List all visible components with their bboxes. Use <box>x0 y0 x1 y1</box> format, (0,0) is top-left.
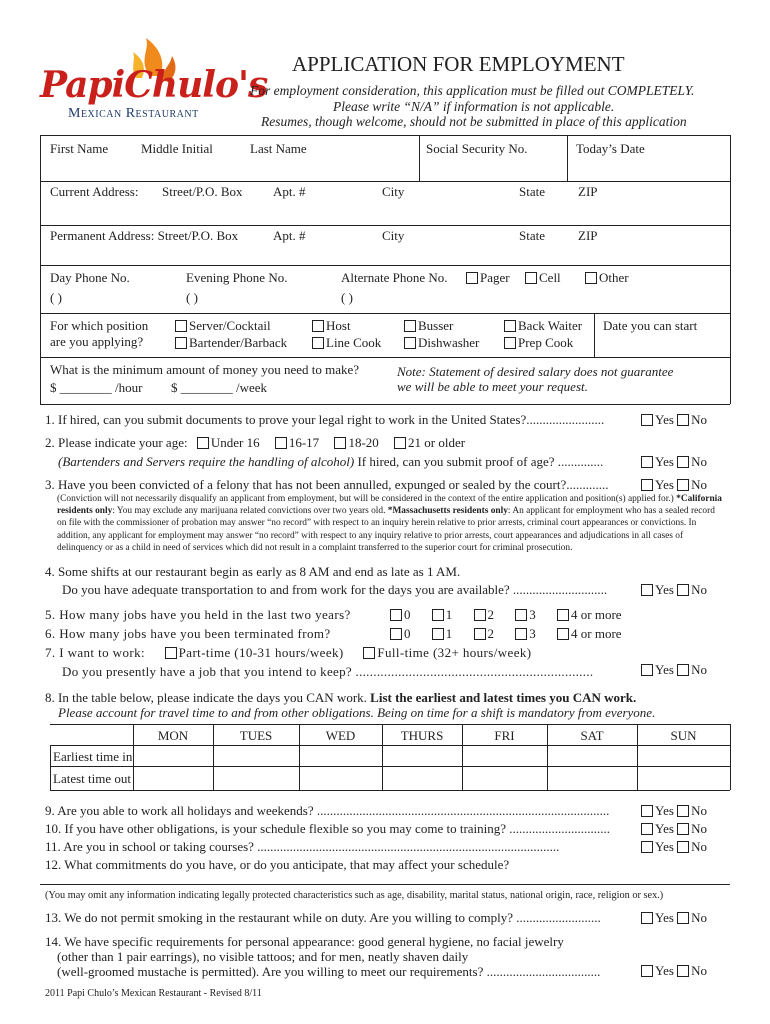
yes-label: Yes <box>655 963 674 978</box>
yes-no-q2[interactable] <box>641 454 707 470</box>
checkbox[interactable] <box>432 628 444 640</box>
row-latest-label: Latest time out <box>53 771 131 786</box>
footer: 2011 Papi Chulo’s Mexican Restaurant - Revised 8/11 <box>45 988 262 999</box>
question-13: 13. We do not permit smoking in the restaurant while on duty. Are you willing to comply? .......................... <box>45 910 601 925</box>
day-header-wed: WED <box>325 728 356 743</box>
table-rule <box>50 745 730 746</box>
question-1: 1. If hired, can you submit documents to prove your legal right to work in the United States?........................ <box>45 412 605 427</box>
current-address-label: Current Address: <box>50 184 139 199</box>
checkbox[interactable] <box>474 628 486 640</box>
day-header-tues: TUES <box>239 728 273 743</box>
permanent-address-field[interactable]: Permanent Address: Street/P.O. Box <box>50 228 239 243</box>
pager-option[interactable] <box>466 270 510 286</box>
cell-label: Cell <box>539 270 561 285</box>
checkbox[interactable] <box>390 628 402 640</box>
no-label: No <box>691 662 708 677</box>
linecook-option[interactable] <box>312 335 381 351</box>
salary-hour-field[interactable]: $ ________ /hour <box>50 380 143 395</box>
question-6: 6. How many jobs have you been terminated from? <box>45 626 331 641</box>
checkbox[interactable] <box>312 320 324 332</box>
proof-of-age: If hired, can you submit proof of age? .............. <box>354 454 604 469</box>
divider <box>40 135 41 404</box>
divider <box>419 135 420 181</box>
checkbox[interactable] <box>641 965 653 977</box>
fine-print-b: : You may exclude any marijuana related convictions over two years old. <box>112 506 388 517</box>
logo <box>38 36 268 128</box>
busser-label: Busser <box>418 318 454 333</box>
rule <box>40 265 730 266</box>
instruction-3: Resumes, though welcome, should not be submitted in place of this application <box>261 114 687 129</box>
question-14-line3: (well-groomed mustache is permitted). Are you willing to meet our requirements? ................................... <box>57 964 601 979</box>
checkbox[interactable] <box>677 479 689 491</box>
checkbox[interactable] <box>394 437 406 449</box>
server-label: Server/Cocktail <box>189 318 271 333</box>
yes-no-q10[interactable] <box>641 821 707 837</box>
ssn-field[interactable]: Social Security No. <box>426 141 528 156</box>
checkbox[interactable] <box>585 272 597 284</box>
alternate-phone-label: Alternate Phone No. <box>341 270 448 285</box>
permanent-apt-field[interactable]: Apt. # <box>273 228 306 243</box>
question-2-prefix: 2. Please indicate your age: <box>45 435 188 450</box>
yes-no-q14[interactable] <box>641 963 707 979</box>
other-option[interactable] <box>585 270 629 286</box>
checkbox[interactable] <box>641 456 653 468</box>
pager-label: Pager <box>480 270 510 285</box>
count-option: 0 <box>404 607 411 622</box>
current-city-field[interactable]: City <box>382 184 405 199</box>
day-header-mon: MON <box>157 728 189 743</box>
checkbox[interactable] <box>641 584 653 596</box>
yes-no-q1[interactable] <box>641 412 707 428</box>
count-option: 1 <box>445 607 453 622</box>
checkbox[interactable] <box>466 272 478 284</box>
rule <box>40 357 730 358</box>
question-14-line2: (other than 1 pair earrings), no visible tattoos; and for men, neatly shaven daily <box>57 949 469 964</box>
question-2 <box>45 435 465 451</box>
other-label: Other <box>599 270 629 285</box>
yes-no-q7[interactable] <box>641 662 707 678</box>
checkbox[interactable] <box>677 823 689 835</box>
rule <box>40 884 730 885</box>
question-4-line1: 4. Some shifts at our restaurant begin as early as 8 AM and end as late as 1 AM. <box>45 564 461 579</box>
divider <box>594 313 595 357</box>
checkbox[interactable] <box>334 437 346 449</box>
checkbox[interactable] <box>363 647 375 659</box>
table-rule <box>50 766 730 767</box>
day-header-sat: SAT <box>580 728 604 743</box>
yes-no-q4[interactable] <box>641 582 707 598</box>
current-zip-field[interactable]: ZIP <box>578 184 598 199</box>
count-option: 2 <box>487 626 494 641</box>
no-label: No <box>691 803 708 818</box>
checkbox[interactable] <box>525 272 537 284</box>
day-header-thurs: THURS <box>400 728 444 743</box>
salary-note-1: Note: Statement of desired salary does not guarantee <box>397 364 674 379</box>
count-option: 3 <box>529 626 536 641</box>
no-label: No <box>691 821 708 836</box>
question-8-line2: Please account for travel time to and from other obligations. Being on time for a shift is mandatory from everyone. <box>58 705 656 720</box>
yes-label: Yes <box>655 662 674 677</box>
server-option[interactable] <box>175 318 271 334</box>
yes-no-q9[interactable] <box>641 803 707 819</box>
checkbox[interactable] <box>641 414 653 426</box>
rule <box>40 135 730 136</box>
checkbox[interactable] <box>197 437 209 449</box>
checkbox[interactable] <box>641 479 653 491</box>
question-14-line1: 14. We have specific requirements for personal appearance: good general hygiene, no facial jewelry <box>45 934 564 949</box>
checkbox[interactable] <box>677 965 689 977</box>
table-rule <box>50 724 730 725</box>
question-3: 3. Have you been convicted of a felony that has not been annulled, expunged or sealed by the court?............. <box>45 477 609 492</box>
yes-label: Yes <box>655 454 674 469</box>
checkbox[interactable] <box>175 337 187 349</box>
checkbox[interactable] <box>515 628 527 640</box>
yes-label: Yes <box>655 910 674 925</box>
current-street-field[interactable]: Street/P.O. Box <box>162 184 243 199</box>
divider <box>567 135 568 181</box>
table-col <box>50 745 51 790</box>
host-option[interactable] <box>312 318 351 334</box>
salary-week-field[interactable]: $ ________ /week <box>171 380 268 395</box>
question-11: 11. Are you in school or taking courses? ............................................................................................. <box>45 839 560 854</box>
current-apt-field[interactable]: Apt. # <box>273 184 306 199</box>
permanent-zip-field[interactable]: ZIP <box>578 228 598 243</box>
question-2-sub <box>58 454 603 470</box>
fine-print-a: (Conviction will not necessarily disqualify an applicant from employment, but will be considered in the context of the entire application and position(s) applied for.) <box>57 494 674 504</box>
rule <box>40 404 730 405</box>
checkbox[interactable] <box>390 609 402 621</box>
question-7-current: Do you presently have a job that you intend to keep? ................................................................... <box>62 664 594 679</box>
checkbox[interactable] <box>557 628 569 640</box>
question-9: 9. Are you able to work all holidays and weekends? .......................................................................................... <box>45 803 610 818</box>
full-time-label: Full-time (32+ hours/week) <box>377 645 532 660</box>
jobs-held-options[interactable] <box>390 607 622 623</box>
count-option: 2 <box>487 607 494 622</box>
rule <box>40 181 730 182</box>
instruction-1: For employment consideration, this application must be filled out COMPLETELY. <box>250 83 695 98</box>
day-header-fri: FRI <box>494 728 515 743</box>
instruction-2: Please write “N/A” if information is not applicable. <box>333 99 615 114</box>
checkbox[interactable] <box>641 841 653 853</box>
salary-question: What is the minimum amount of money you need to make? <box>50 362 360 377</box>
yes-label: Yes <box>655 821 674 836</box>
checkbox[interactable] <box>641 805 653 817</box>
bartender-option[interactable] <box>175 335 287 351</box>
day-phone-label: Day Phone No. <box>50 270 130 285</box>
question-7 <box>45 645 532 661</box>
checkbox[interactable] <box>504 337 516 349</box>
question-7-label: 7. I want to work: <box>45 645 145 660</box>
age-option: 21 or older <box>408 435 466 450</box>
current-state-field[interactable]: State <box>519 184 545 199</box>
question-12: 12. What commitments do you have, or do you anticipate, that may affect your schedule? <box>45 857 510 872</box>
page-title: APPLICATION FOR EMPLOYMENT <box>292 52 625 76</box>
q8-plain: 8. In the table below, please indicate the days you CAN work. <box>45 690 371 705</box>
checkbox[interactable] <box>677 912 689 924</box>
position-label-1: For which position <box>50 318 149 333</box>
checkbox[interactable] <box>432 609 444 621</box>
rule <box>40 313 730 314</box>
checkbox[interactable] <box>515 609 527 621</box>
evening-phone-label: Evening Phone No. <box>186 270 288 285</box>
california-label: *California residents only <box>57 494 722 517</box>
checkbox[interactable] <box>404 320 416 332</box>
checkbox[interactable] <box>404 337 416 349</box>
busser-option[interactable] <box>404 318 453 334</box>
checkbox[interactable] <box>641 823 653 835</box>
rule <box>40 225 730 226</box>
felony-fine-print <box>57 493 725 554</box>
age-option: 16-17 <box>288 435 320 450</box>
permanent-state-field[interactable]: State <box>519 228 545 243</box>
yes-label: Yes <box>655 839 674 854</box>
permanent-city-field[interactable]: City <box>382 228 405 243</box>
massachusetts-label: *Massachusetts residents only <box>387 506 508 517</box>
q8-bold: List the earliest and latest times you CAN work. <box>370 690 637 705</box>
linecook-label: Line Cook <box>326 335 382 350</box>
checkbox[interactable] <box>677 584 689 596</box>
yes-label: Yes <box>655 412 674 427</box>
age-option: Under 16 <box>210 435 260 450</box>
part-time-label: Part-time (10-31 hours/week) <box>178 645 344 660</box>
yes-no-q11[interactable] <box>641 839 707 855</box>
omit-note: (You may omit any information indicating legally protected characteristics such as age, disability, marital status, national origin, race, religion or sex.) <box>45 890 664 901</box>
cell-option[interactable] <box>525 270 561 286</box>
count-option: 4 or more <box>571 607 622 622</box>
checkbox[interactable] <box>165 647 177 659</box>
first-name-field[interactable]: First Name <box>50 141 109 156</box>
dishwasher-option[interactable] <box>404 335 479 351</box>
checkbox[interactable] <box>677 414 689 426</box>
yes-label: Yes <box>655 477 674 492</box>
checkbox[interactable] <box>677 664 689 676</box>
count-option: 1 <box>445 626 453 641</box>
checkbox[interactable] <box>557 609 569 621</box>
position-label-2: are you applying? <box>50 334 144 349</box>
no-label: No <box>691 910 708 925</box>
yes-label: Yes <box>655 803 674 818</box>
question-5: 5. How many jobs have you held in the last two years? <box>45 607 351 622</box>
yes-no-q3[interactable] <box>641 477 707 493</box>
alternate-phone-field[interactable]: ( ) <box>341 290 353 305</box>
no-label: No <box>691 582 708 597</box>
day-phone-field[interactable]: ( ) <box>50 290 62 305</box>
last-name-field[interactable]: Last Name <box>250 141 307 156</box>
checkbox[interactable] <box>504 320 516 332</box>
middle-initial-field[interactable]: Middle Initial <box>141 141 213 156</box>
checkbox[interactable] <box>175 320 187 332</box>
no-label: No <box>691 477 708 492</box>
row-earliest-label: Earliest time in <box>53 749 133 764</box>
divider <box>730 135 731 404</box>
prepcook-option[interactable] <box>504 335 573 351</box>
checkbox[interactable] <box>641 912 653 924</box>
backwaiter-label: Back Waiter <box>518 318 583 333</box>
fine-print-c: : An applicant for employment who has a sealed record on file with the commissioner of probation may answer “no record” with respect to an inquiry herein relative to prior arrests, criminal court appearances or convictions. In addition, any applicant for employment may answer “no record” with respect to any inquiry relative to prior arrests, court appearances and adjudications in all cases of delinquency or as a child in need of services which did not result in a complaint transferred to the superior court for criminal prosecution. <box>57 506 715 553</box>
alcohol-note: (Bartenders and Servers require the handling of alcohol) <box>58 454 355 469</box>
start-date-field[interactable]: Date you can start <box>603 318 698 333</box>
logo-subtext: Mexican Restaurant <box>68 106 199 121</box>
checkbox[interactable] <box>641 664 653 676</box>
count-option: 4 or more <box>571 626 622 641</box>
question-8-line1 <box>45 690 636 706</box>
no-label: No <box>691 963 708 978</box>
backwaiter-option[interactable] <box>504 318 582 334</box>
salary-note-2: we will be able to meet your request. <box>397 379 588 394</box>
count-option: 3 <box>529 607 536 622</box>
logo-text: PapiChulo's <box>40 64 268 106</box>
no-label: No <box>691 454 708 469</box>
no-label: No <box>691 839 708 854</box>
checkbox[interactable] <box>677 456 689 468</box>
jobs-terminated-options[interactable] <box>390 626 622 642</box>
host-label: Host <box>326 318 351 333</box>
table-rule <box>50 790 730 791</box>
evening-phone-field[interactable]: ( ) <box>186 290 198 305</box>
age-option: 18-20 <box>348 435 379 450</box>
day-header-sun: SUN <box>670 728 697 743</box>
todays-date-field[interactable]: Today’s Date <box>576 141 645 156</box>
count-option: 0 <box>404 626 411 641</box>
prepcook-label: Prep Cook <box>518 335 574 350</box>
yes-no-q13[interactable] <box>641 910 707 926</box>
checkbox[interactable] <box>677 805 689 817</box>
checkbox[interactable] <box>474 609 486 621</box>
checkbox[interactable] <box>677 841 689 853</box>
checkbox[interactable] <box>312 337 324 349</box>
bartender-label: Bartender/Barback <box>189 335 288 350</box>
table-col <box>730 724 731 790</box>
question-10: 10. If you have other obligations, is your schedule flexible so you may come to training? ............................... <box>45 821 611 836</box>
yes-label: Yes <box>655 582 674 597</box>
checkbox[interactable] <box>275 437 287 449</box>
no-label: No <box>691 412 708 427</box>
question-4-line2: Do you have adequate transportation to and from work for the days you are available? ............................. <box>62 582 608 597</box>
dishwasher-label: Dishwasher <box>418 335 480 350</box>
